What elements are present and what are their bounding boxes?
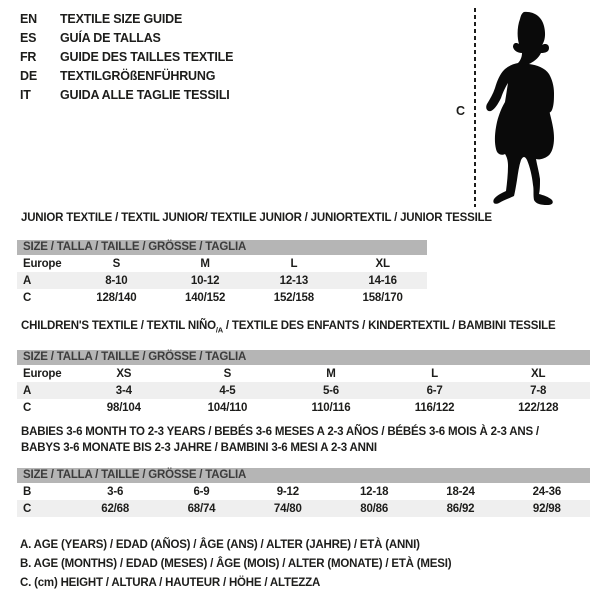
language-title: TEXTILGRÖßENFÜHRUNG: [60, 69, 216, 83]
heading-text: / TEXTILE DES ENFANTS / KINDERTEXTIL / BAMBINI TESSILE: [222, 320, 556, 332]
table-cell: M: [200, 257, 210, 270]
table-cell: 14-16: [368, 274, 397, 287]
table-cell: 18-24: [446, 485, 475, 498]
note-b: B. AGE (MONTHS) / EDAD (MESES) / ÂGE (MOIS) / ALTER (MONATE) / ETÀ (MESI): [20, 558, 452, 570]
table-cell: XL: [531, 367, 546, 380]
language-code: FR: [20, 50, 37, 64]
note-a: A. AGE (YEARS) / EDAD (AÑOS) / ÂGE (ANS) / ALTER (JAHRE) / ETÀ (ANNI): [20, 539, 420, 551]
row-label: A: [23, 274, 32, 287]
table-cell: 3-6: [107, 485, 124, 498]
size-bar-header: SIZE / TALLA / TAILLE / GRÖSSE / TAGLIA: [17, 350, 590, 365]
height-dashed-line: [474, 8, 476, 207]
language-title: TEXTILE SIZE GUIDE: [60, 12, 183, 26]
heading-line-1: BABIES 3-6 MONTH TO 2-3 YEARS / BEBÉS 3-6 MESES A 2-3 AÑOS / BÉBÉS 3-6 MOIS À 2-3 ANS /: [21, 426, 539, 438]
babies-section-heading: [21, 424, 590, 456]
table-row: [17, 399, 590, 416]
language-title: GUÍA DE TALLAS: [60, 31, 161, 45]
heading-subscript: /A: [215, 325, 223, 335]
table-cell: 8-10: [105, 274, 128, 287]
table-cell: XS: [116, 367, 132, 380]
table-cell: 62/68: [101, 502, 130, 515]
table-row: [17, 500, 590, 517]
row-label: C: [23, 401, 32, 414]
table-row: [17, 382, 590, 399]
table-cell: 24-36: [532, 485, 562, 498]
size-bar-header: SIZE / TALLA / TAILLE / GRÖSSE / TAGLIA: [17, 468, 590, 483]
table-cell: XL: [375, 257, 390, 270]
table-cell: 12-13: [279, 274, 309, 287]
language-code: IT: [20, 88, 31, 102]
heading-text: CHILDREN'S TEXTILE / TEXTIL NIÑO: [21, 320, 216, 332]
row-label: Europe: [23, 257, 62, 270]
language-row: [20, 67, 233, 86]
language-title: GUIDE DES TAILLES TEXTILE: [60, 50, 234, 64]
table-cell: 140/152: [185, 291, 226, 304]
table-cell: 6-9: [193, 485, 210, 498]
language-row: [20, 86, 233, 105]
junior-section-heading: JUNIOR TEXTILE / TEXTIL JUNIOR/ TEXTILE JUNIOR / JUNIORTEXTIL / JUNIOR TESSILE: [21, 212, 492, 224]
table-cell: 104/110: [207, 401, 248, 414]
table-row: [17, 483, 590, 500]
junior-textile-section: [17, 212, 492, 306]
table-cell: 158/170: [362, 291, 403, 304]
table-cell: L: [431, 367, 438, 380]
size-bar-header: SIZE / TALLA / TAILLE / GRÖSSE / TAGLIA: [17, 240, 427, 255]
table-row: [17, 289, 427, 306]
children-size-table: [17, 350, 590, 416]
table-cell: 110/116: [311, 401, 351, 414]
row-label: A: [23, 384, 32, 397]
table-cell: L: [290, 257, 298, 270]
table-cell: 116/122: [414, 401, 455, 414]
table-cell: 5-6: [322, 384, 339, 397]
row-label: B: [23, 485, 32, 498]
table-cell: 4-5: [219, 384, 236, 397]
table-cell: 74/80: [273, 502, 302, 515]
table-cell: 80/86: [360, 502, 389, 515]
table-cell: 68/74: [187, 502, 216, 515]
table-cell: 9-12: [276, 485, 299, 498]
table-row: [17, 365, 590, 382]
table-cell: 128/140: [96, 291, 137, 304]
table-cell: 92/98: [532, 502, 561, 515]
table-cell: S: [112, 257, 121, 270]
language-title: GUIDA ALLE TAGLIE TESSILI: [60, 88, 230, 102]
table-row: [17, 255, 427, 272]
language-code: DE: [20, 69, 37, 83]
table-cell: 3-4: [115, 384, 132, 397]
language-row: [20, 48, 233, 67]
table-row: [17, 272, 427, 289]
language-code: ES: [20, 31, 37, 45]
table-cell: 122/128: [518, 401, 559, 414]
row-label: C: [23, 291, 32, 304]
table-cell: 12-18: [359, 485, 389, 498]
row-label: C: [23, 502, 32, 515]
children-textile-section: [17, 320, 590, 416]
table-cell: 98/104: [106, 401, 141, 414]
table-cell: S: [223, 367, 232, 380]
table-cell: M: [326, 367, 336, 380]
table-cell: 7-8: [530, 384, 547, 397]
heading-line-2: BABYS 3-6 MONATE BIS 2-3 JAHRE / BAMBINI 3-6 MESI A 2-3 ANNI: [21, 442, 377, 454]
junior-size-table: [17, 240, 427, 306]
babies-size-table: [17, 468, 590, 517]
language-row: [20, 10, 233, 29]
language-list: [20, 10, 233, 105]
height-measure-label: C: [456, 104, 466, 118]
babies-textile-section: [17, 424, 590, 517]
table-cell: 86/92: [446, 502, 475, 515]
language-row: [20, 29, 233, 48]
table-cell: 152/158: [273, 291, 314, 304]
row-label: Europe: [23, 367, 62, 380]
note-c: C. (cm) HEIGHT / ALTURA / HAUTEUR / HÖHE / ALTEZZA: [20, 577, 321, 589]
table-cell: 6-7: [426, 384, 443, 397]
legend-notes: [20, 536, 451, 593]
children-section-heading: [21, 320, 590, 336]
toddler-silhouette-image: [484, 7, 568, 207]
language-code: EN: [20, 12, 37, 26]
table-cell: 10-12: [190, 274, 220, 287]
